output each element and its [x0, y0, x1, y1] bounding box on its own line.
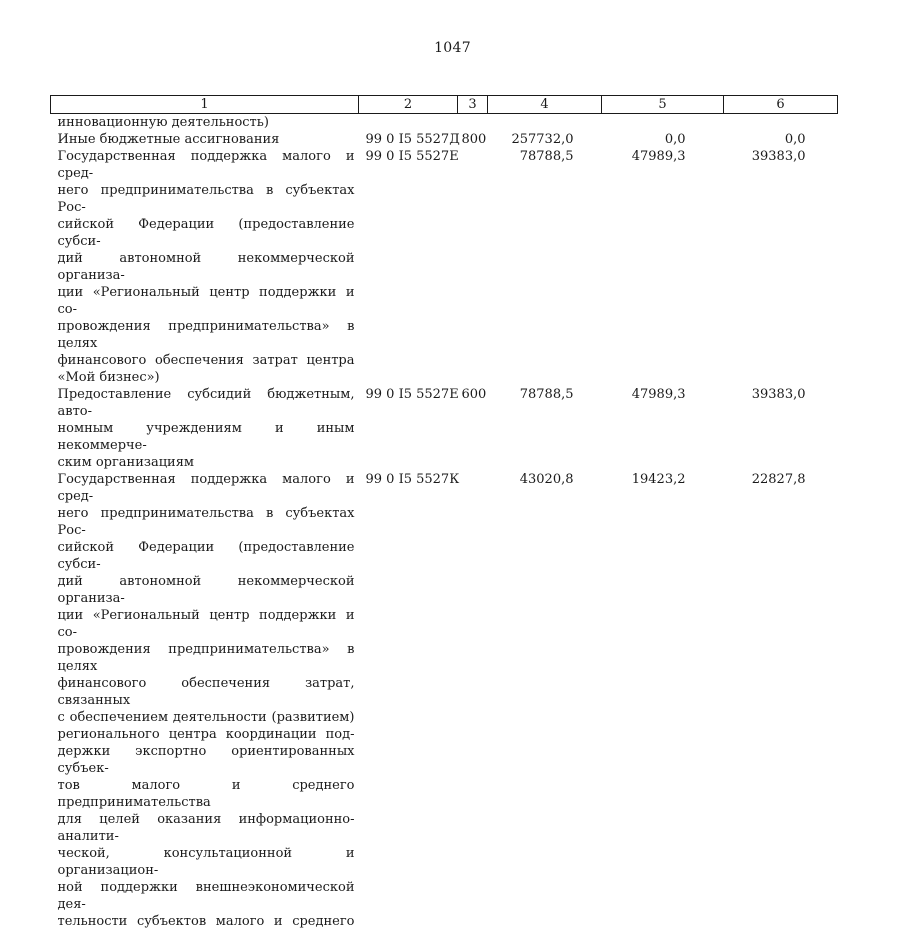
table-body — [51, 114, 838, 930]
row-col-6: 39383,0 — [724, 148, 838, 386]
row-name-line: ции «Региональный центр поддержки и со- — [58, 607, 355, 641]
row-name — [51, 386, 359, 471]
row-code: 99 0 I5 5527Е — [359, 386, 458, 471]
row-name-line: ским организациям — [58, 454, 355, 471]
row-name-line: ной поддержки внешнеэкономической дея- — [58, 879, 355, 913]
table-header — [51, 96, 838, 114]
row-name — [51, 148, 359, 386]
header-col-4: 4 — [488, 96, 602, 114]
row-name-line: него предпринимательства в субъектах Рос- — [58, 182, 355, 216]
row-code: 99 0 I5 5527К — [359, 471, 458, 930]
row-expense-type — [458, 471, 488, 930]
row-col-5: 19423,2 — [602, 471, 724, 930]
budget-table — [50, 95, 838, 930]
row-name — [51, 131, 359, 148]
row-name-line: сийской Федерации (предоставление субси- — [58, 539, 355, 573]
header-col-2: 2 — [359, 96, 458, 114]
row-code: 99 0 I5 5527Е — [359, 148, 458, 386]
row-name-line: с обеспечением деятельности (развитием) — [58, 709, 355, 726]
row-name-line: ции «Региональный центр поддержки и со- — [58, 284, 355, 318]
row-expense-type — [458, 114, 488, 132]
row-name-line: провождения предпринимательства» в целях — [58, 641, 355, 675]
row-expense-type — [458, 148, 488, 386]
header-col-1: 1 — [51, 96, 359, 114]
row-name — [51, 114, 359, 132]
row-col-6: 0,0 — [724, 131, 838, 148]
row-name-line: финансового обеспечения затрат, связанных — [58, 675, 355, 709]
row-col-5: 47989,3 — [602, 148, 724, 386]
row-col-5: 47989,3 — [602, 386, 724, 471]
row-col-5: 0,0 — [602, 131, 724, 148]
row-expense-type: 800 — [458, 131, 488, 148]
row-name-line: Государственная поддержка малого и сред- — [58, 471, 355, 505]
table-row — [51, 386, 838, 471]
row-name — [51, 471, 359, 930]
row-name-line: для целей оказания информационно-аналити- — [58, 811, 355, 845]
row-col-4: 78788,5 — [488, 148, 602, 386]
row-col-4: 78788,5 — [488, 386, 602, 471]
row-code: 99 0 I5 5527Д — [359, 131, 458, 148]
row-col-6: 39383,0 — [724, 386, 838, 471]
row-name-line: тов малого и среднего предпринимательства — [58, 777, 355, 811]
row-col-5 — [602, 114, 724, 132]
row-col-4: 257732,0 — [488, 131, 602, 148]
row-name-line: ческой, консультационной и организацион- — [58, 845, 355, 879]
row-name-line: финансового обеспечения затрат центра — [58, 352, 355, 369]
row-name-line: дий автономной некоммерческой организа- — [58, 250, 355, 284]
row-code — [359, 114, 458, 132]
row-name-line: держки экспортно ориентированных субъек- — [58, 743, 355, 777]
row-col-4: 43020,8 — [488, 471, 602, 930]
header-row — [51, 96, 838, 114]
header-col-6: 6 — [724, 96, 838, 114]
row-name-line: Предоставление субсидий бюджетным, авто- — [58, 386, 355, 420]
table-row — [51, 131, 838, 148]
row-name-line: Государственная поддержка малого и сред- — [58, 148, 355, 182]
row-name-line: него предпринимательства в субъектах Рос- — [58, 505, 355, 539]
table-row — [51, 114, 838, 132]
row-name-line: инновационную деятельность) — [58, 114, 355, 131]
row-name-line: номным учреждениям и иным некоммерче- — [58, 420, 355, 454]
table-row — [51, 148, 838, 386]
header-col-5: 5 — [602, 96, 724, 114]
row-name-line: сийской Федерации (предоставление субси- — [58, 216, 355, 250]
row-name-line: «Мой бизнес») — [58, 369, 355, 386]
page-number: 1047 — [0, 40, 905, 56]
row-name-line: дий автономной некоммерческой организа- — [58, 573, 355, 607]
row-name-line: регионального центра координации под- — [58, 726, 355, 743]
row-name-line: провождения предпринимательства» в целях — [58, 318, 355, 352]
row-col-6: 22827,8 — [724, 471, 838, 930]
table-row — [51, 471, 838, 930]
row-col-4 — [488, 114, 602, 132]
row-name-line: тельности субъектов малого и среднего — [58, 913, 355, 930]
row-name-line: Иные бюджетные ассигнования — [58, 131, 355, 148]
row-expense-type: 600 — [458, 386, 488, 471]
header-col-3: 3 — [458, 96, 488, 114]
row-col-6 — [724, 114, 838, 132]
